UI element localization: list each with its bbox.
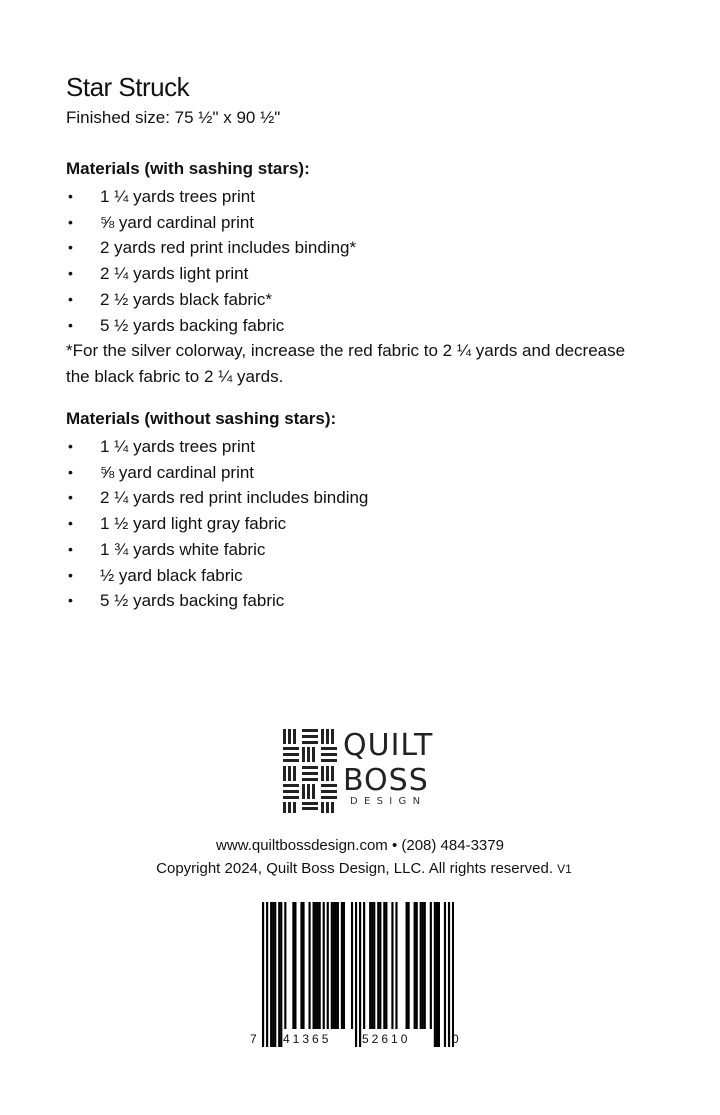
materials-without-list [66, 434, 666, 614]
barcode-bar [266, 902, 268, 1047]
barcode-bar [341, 902, 343, 1029]
barcode-bar [371, 902, 373, 1029]
barcode-bar [315, 902, 317, 1029]
logo-word-quilt: QUILT [343, 728, 434, 763]
barcode-left-group: 41365 [283, 1032, 332, 1046]
list-item: • ⅝ yard cardinal print [66, 460, 666, 486]
barcode-right-group: 52610 [362, 1032, 411, 1046]
barcode-bar [416, 902, 418, 1029]
barcode-bar [280, 902, 282, 1047]
barcode-bar [333, 902, 335, 1029]
barcode-bars-icon [262, 902, 454, 1047]
barcode-bar [274, 902, 276, 1047]
barcode-bar [272, 902, 274, 1047]
list-item: • 2 ¼ yards red print includes binding [66, 485, 666, 511]
materials-without-sashing-section [66, 407, 666, 614]
barcode-bar [319, 902, 321, 1029]
barcode-bar [434, 902, 436, 1047]
barcode-bar [284, 902, 286, 1029]
barcode-bar [420, 902, 422, 1029]
contact-info: www.quiltbossdesign.com • (208) 484-3379 [216, 837, 504, 854]
bullet-icon: • [68, 213, 73, 230]
materials-with-list [66, 184, 666, 338]
bullet-icon: • [68, 188, 73, 204]
barcode-bar [444, 902, 446, 1047]
barcode-bar [313, 902, 315, 1029]
list-item: • 2 ½ yards black fabric* [66, 287, 666, 313]
barcode-bar [270, 902, 272, 1047]
silver-colorway-note: *For the silver colorway, increase the red fabric to 2 ¼ yards and decrease the black fabric to 2 ¼ yards. [66, 341, 626, 386]
bullet-icon: • [68, 463, 73, 480]
list-item: • ½ yard black fabric [66, 563, 666, 589]
upc-barcode [250, 902, 466, 1047]
barcode-bar [278, 902, 280, 1047]
barcode-check-digit: 0 [452, 1032, 459, 1046]
barcode-bar [373, 902, 375, 1029]
barcode-bar [355, 902, 357, 1047]
copyright-line [0, 860, 720, 877]
barcode-bar [292, 902, 294, 1029]
materials-with-heading: Materials (with sashing stars): [66, 159, 310, 178]
bullet-icon: • [68, 489, 73, 506]
barcode-bar [351, 902, 353, 1029]
barcode-bar [327, 902, 329, 1029]
bullet-icon: • [68, 540, 73, 557]
materials-with-sashing-section [66, 157, 666, 389]
barcode-bar [438, 902, 440, 1047]
barcode-bar [383, 902, 385, 1029]
barcode-bar [391, 902, 393, 1029]
bullet-icon: • [68, 316, 73, 333]
bullet-icon: • [68, 592, 73, 609]
barcode-bar [294, 902, 296, 1029]
finished-size: Finished size: 75 ½" x 90 ½" [66, 108, 281, 127]
bullet-icon: • [68, 265, 73, 282]
list-item: • 1 ¼ yards trees print [66, 184, 666, 210]
logo-word-design: DESIGN [350, 796, 427, 807]
barcode-bar [363, 902, 365, 1029]
list-item: • 2 ¼ yards light print [66, 261, 666, 287]
barcode-bar [430, 902, 432, 1029]
logo-word-boss: BOSS [343, 763, 429, 798]
version-label: V1 [557, 862, 572, 876]
barcode-bar [343, 902, 345, 1029]
barcode-bar [262, 902, 264, 1047]
list-item: • 1 ½ yard light gray fabric [66, 511, 666, 537]
barcode-bar [408, 902, 410, 1029]
list-item: • 2 yards red print includes binding* [66, 235, 666, 261]
bullet-icon: • [68, 438, 73, 454]
barcode-bar [335, 902, 337, 1029]
barcode-first-digit: 7 [250, 1032, 257, 1046]
barcode-bar [317, 902, 319, 1029]
barcode-bar [405, 902, 407, 1029]
list-item: • 1 ¼ yards trees print [66, 434, 666, 460]
barcode-bar [424, 902, 426, 1029]
barcode-bar [302, 902, 304, 1029]
list-item: • ⅝ yard cardinal print [66, 210, 666, 236]
barcode-bar [300, 902, 302, 1029]
barcode-bar [452, 902, 454, 1047]
barcode-bar [414, 902, 416, 1029]
barcode-bar [422, 902, 424, 1029]
list-item: • 5 ½ yards backing fabric [66, 313, 666, 339]
barcode-bar [385, 902, 387, 1029]
barcode-bar [331, 902, 333, 1029]
quilt-boss-logo [283, 729, 443, 815]
quilt-block-logo-icon [283, 729, 337, 813]
bullet-icon: • [68, 239, 73, 256]
barcode-bar [359, 902, 361, 1047]
barcode-bar [377, 902, 379, 1029]
pattern-title: Star Struck [66, 72, 190, 102]
barcode-bar [448, 902, 450, 1047]
barcode-bar [308, 902, 310, 1029]
barcode-bar [379, 902, 381, 1029]
bullet-icon: • [68, 566, 73, 583]
logo-wordmark [343, 729, 443, 807]
barcode-bar [369, 902, 371, 1029]
bullet-icon: • [68, 290, 73, 307]
materials-without-heading: Materials (without sashing stars): [66, 409, 337, 428]
bullet-icon: • [68, 515, 73, 532]
barcode-bar [395, 902, 397, 1029]
barcode-bar [436, 902, 438, 1047]
list-item: • 5 ½ yards backing fabric [66, 588, 666, 614]
barcode-bar [337, 902, 339, 1029]
list-item: • 1 ¾ yards white fabric [66, 537, 666, 563]
copyright-text: Copyright 2024, Quilt Boss Design, LLC. All rights reserved. [156, 860, 553, 877]
barcode-bar [323, 902, 325, 1029]
